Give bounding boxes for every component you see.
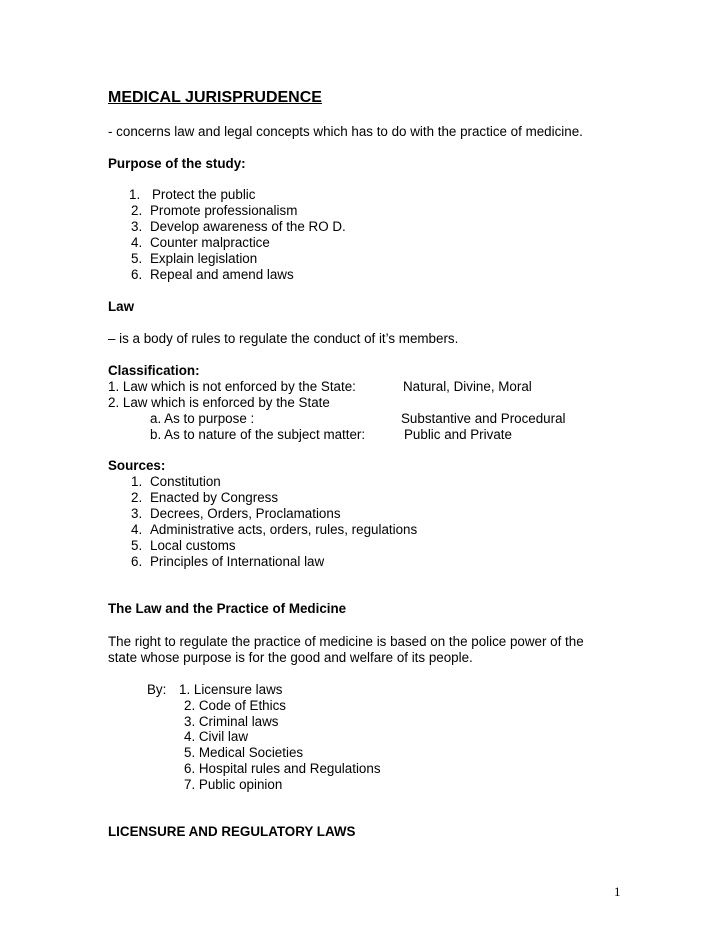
list-item-text: Explain legislation — [150, 251, 258, 266]
classification-line-2-left: 2. Law which is enforced by the State — [108, 395, 330, 410]
list-item-text: Counter malpractice — [150, 235, 270, 250]
list-item-text: Principles of International law — [150, 554, 325, 569]
list-item-text: Administrative acts, orders, rules, regulations — [150, 522, 418, 537]
law-definition: – is a body of rules to regulate the conduct of it’s members. — [108, 331, 459, 346]
list-item-number: 5. — [131, 251, 143, 266]
classification-line-3-right: Substantive and Procedural — [401, 411, 566, 426]
list-item-number: 4. — [131, 235, 143, 250]
list-item-text: Local customs — [150, 538, 236, 553]
list-item: 5. Medical Societies — [184, 745, 304, 760]
list-item-number: 3. — [131, 219, 143, 234]
list-item-number: 6. — [131, 554, 143, 569]
by-label: By: — [147, 682, 167, 697]
list-item-text: Promote professionalism — [150, 203, 298, 218]
purpose-heading: Purpose of the study: — [108, 156, 246, 171]
list-item-text: Enacted by Congress — [150, 490, 279, 505]
sources-heading: Sources: — [108, 458, 166, 473]
definition-text: - concerns law and legal concepts which has to do with the practice of medicine. — [108, 124, 583, 139]
document-title: MEDICAL JURISPRUDENCE — [108, 89, 322, 106]
practice-heading: The Law and the Practice of Medicine — [108, 601, 347, 616]
list-item-text: Protect the public — [152, 187, 256, 202]
classification-line-1-right: Natural, Divine, Moral — [403, 379, 532, 394]
list-item-number: 3. — [131, 506, 143, 521]
list-item-text: Decrees, Orders, Proclamations — [150, 506, 341, 521]
classification-line-3-left: a. As to purpose : — [150, 411, 255, 426]
list-item-number: 2. — [131, 203, 143, 218]
list-item-number: 6. — [131, 267, 143, 282]
classification-line-4-left: b. As to nature of the subject matter: — [150, 427, 366, 442]
page-number: 1 — [614, 884, 621, 899]
list-item-number: 5. — [131, 538, 143, 553]
list-item-number: 1. — [131, 474, 143, 489]
licensure-heading: LICENSURE AND REGULATORY LAWS — [108, 824, 356, 839]
list-item-text: Constitution — [150, 474, 221, 489]
list-item: 6. Hospital rules and Regulations — [184, 761, 381, 776]
list-item: 7. Public opinion — [184, 777, 283, 792]
list-item: 3. Criminal laws — [184, 714, 279, 729]
list-item-text: Develop awareness of the RO D. — [150, 219, 346, 234]
list-item-text: Repeal and amend laws — [150, 267, 294, 282]
practice-paragraph-line-2: state whose purpose is for the good and welfare of its people. — [108, 650, 473, 665]
list-item-number: 2. — [131, 490, 143, 505]
practice-paragraph-line-1: The right to regulate the practice of medicine is based on the police power of the — [108, 634, 584, 649]
classification-line-1-left: 1. Law which is not enforced by the State: — [108, 379, 356, 394]
law-heading: Law — [108, 299, 135, 314]
list-item: 1. Licensure laws — [179, 682, 283, 697]
list-item-number: 4. — [131, 522, 143, 537]
classification-line-4-right: Public and Private — [404, 427, 512, 442]
list-item: 4. Civil law — [184, 729, 248, 744]
list-item-number: 1. — [129, 187, 141, 202]
list-item: 2. Code of Ethics — [184, 698, 286, 713]
classification-heading: Classification: — [108, 363, 200, 378]
